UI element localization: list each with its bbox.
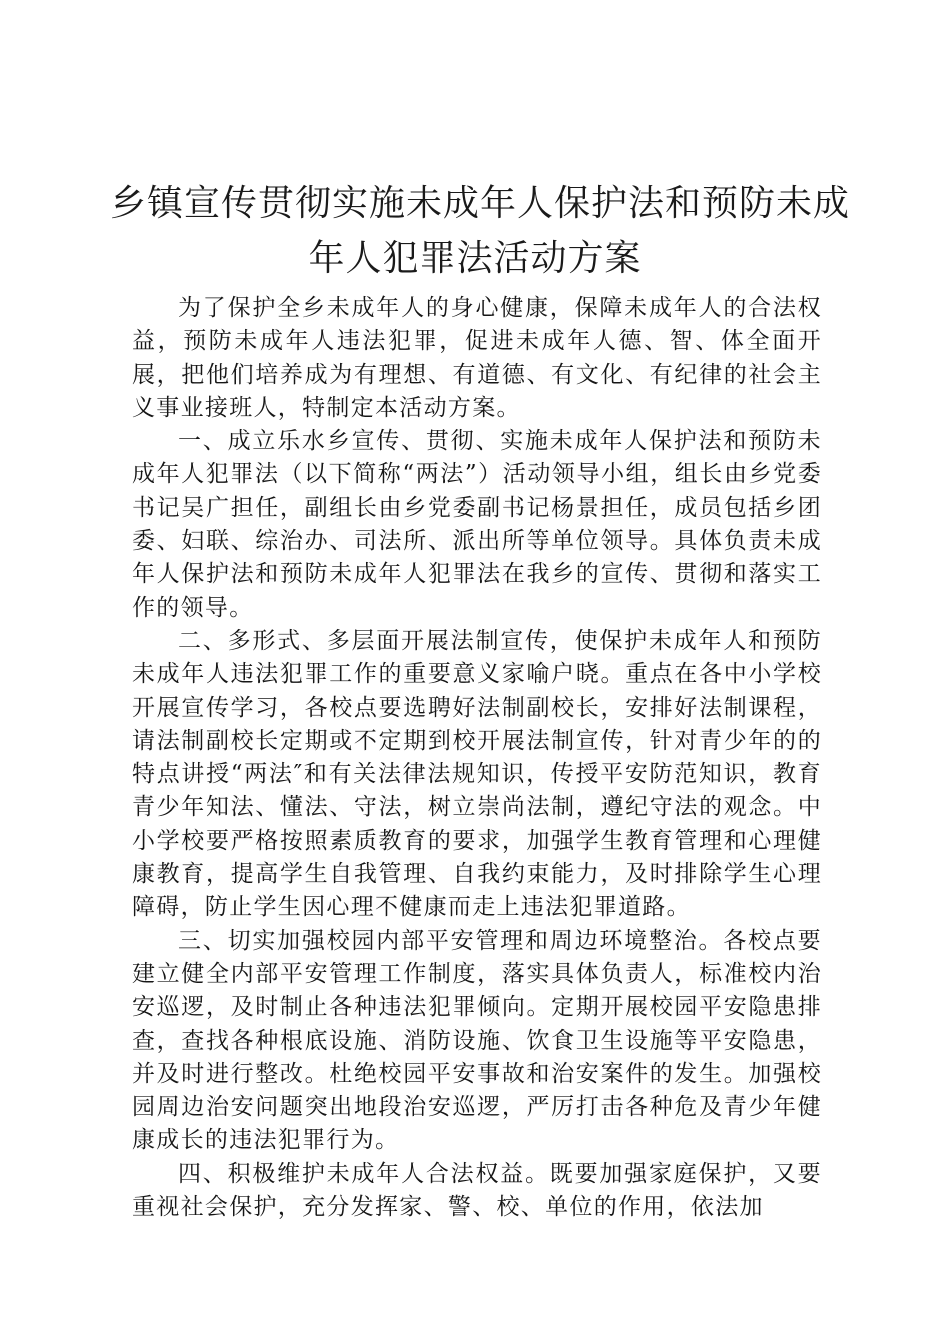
paragraph-section-1: 一、成立乐水乡宣传、贯彻、实施未成年人保护法和预防未成年人犯罪法（以下简称“两法”）活动领导小组，组长由乡党委书记吴广担任，副组长由乡党委副书记杨景担任，成员包括乡团委、妇联、综治办、司法所、派出所等单位领导。具体负责未成年人保护法和预防未成年人犯罪法在我乡的宣传、贯彻和落实工作的领导。 <box>132 428 822 621</box>
title-line-1: 乡镇宣传贯彻实施未成年人保护法和预防未成 <box>110 183 851 224</box>
paragraph-section-4: 四、积极维护未成年人合法权益。既要加强家庭保护，又要重视社会保护，充分发挥家、警、校、单位的作用，依法加 <box>132 1160 822 1221</box>
document-title <box>110 176 851 286</box>
title-line-2: 年人犯罪法活动方案 <box>308 238 642 279</box>
paragraph-intro: 为了保护全乡未成年人的身心健康，保障未成年人的合法权益，预防未成年人违法犯罪，促进未成年人德、智、体全面开展，把他们培养成为有理想、有道德、有文化、有纪律的社会主义事业接班人，特制定本活动方案。 <box>132 295 822 421</box>
document-body <box>132 292 822 1224</box>
paragraph-section-2: 二、多形式、多层面开展法制宣传，使保护未成年人和预防未成年人违法犯罪工作的重要意义家喻户晓。重点在各中小学校开展宣传学习，各校点要选聘好法制副校长，安排好法制课程，请法制副校长定期或不定期到校开展法制宣传，针对青少年的的特点讲授“两法″和有关法律法规知识，传授平安防范知识，教育青少年知法、懂法、守法，树立崇尚法制，遵纪守法的观念。中小学校要严格按照素质教育的要求，加强学生教育管理和心理健康教育，提高学生自我管理、自我约束能力，及时排除学生心理障碍，防止学生因心理不健康而走上违法犯罪道路。 <box>132 627 822 921</box>
paragraph-section-3: 三、切实加强校园内部平安管理和周边环境整治。各校点要建立健全内部平安管理工作制度，落实具体负责人，标准校内治安巡逻，及时制止各种违法犯罪倾向。定期开展校园平安隐患排查，查找各种根底设施、消防设施、饮食卫生设施等平安隐患，并及时进行整改。杜绝校园平安事故和治安案件的发生。加强校园周边治安问题突出地段治安巡逻，严厉打击各种危及青少年健康成长的违法犯罪行为。 <box>132 927 822 1154</box>
